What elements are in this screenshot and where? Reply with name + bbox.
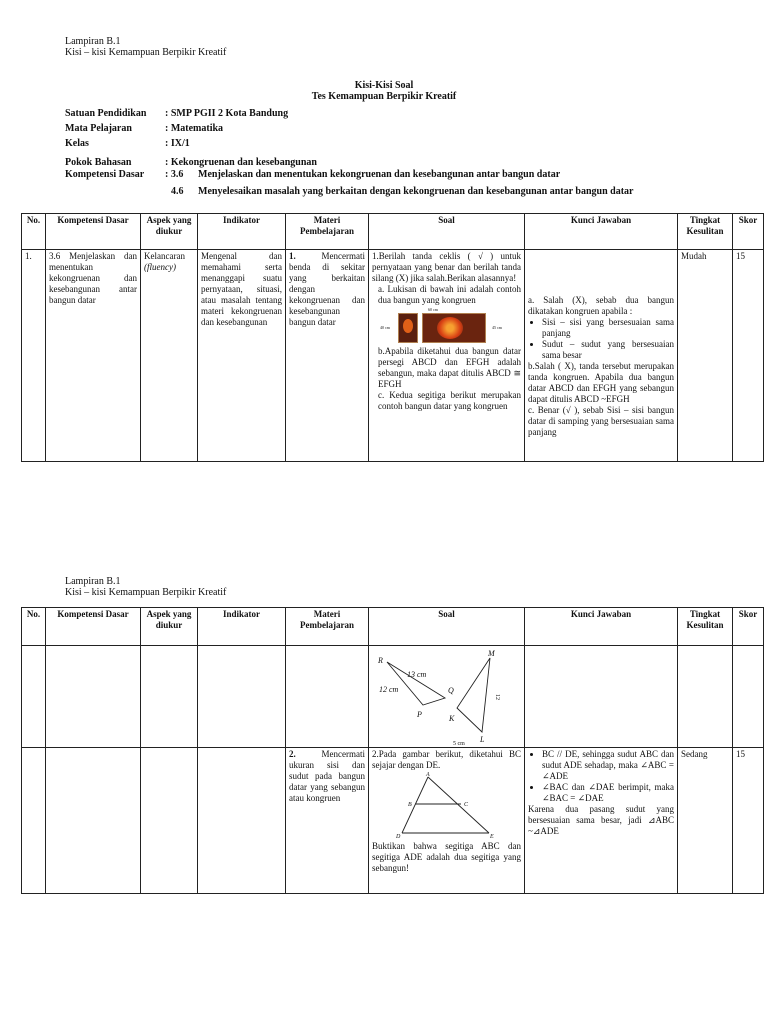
col-kd: Kompetensi Dasar (46, 608, 141, 646)
img-label: 40 cm (380, 325, 390, 330)
label-ml: 12 (494, 694, 500, 700)
triangle-ade-figure (372, 771, 520, 841)
meta-value: : 3.6 (165, 169, 184, 180)
col-soal: Soal (369, 214, 525, 250)
label-e: E (490, 834, 494, 840)
col-kd: Kompetensi Dasar (46, 214, 141, 250)
col-materi: Materi Pembelajaran (286, 214, 369, 250)
table-header-row (22, 214, 764, 250)
meta-key: Satuan Pendidikan (65, 108, 147, 119)
cell-skor: 15 (733, 250, 764, 462)
label-rq: 13 cm (407, 670, 427, 679)
col-indikator: Indikator (198, 214, 286, 250)
label-m: M (488, 649, 495, 658)
aspek-sub: (fluency) (144, 262, 176, 272)
label-c: C (464, 802, 469, 808)
label-rp: 12 cm (379, 685, 399, 694)
kunci-a: a. Salah (X), sebab dua bangun dikatakan kongruen apabila : (528, 295, 674, 316)
appendix-subtitle-2: Kisi – kisi Kemampuan Berpikir Kreatif (65, 587, 227, 598)
cell-soal-2 (369, 748, 525, 894)
col-materi: Materi Pembelajaran (286, 608, 369, 646)
meta-row (65, 169, 665, 181)
label-q: Q (448, 686, 454, 695)
cell-kunci (525, 250, 678, 462)
triangle-pqr (387, 662, 445, 705)
label-b: B (408, 802, 412, 808)
triangles-figure (369, 646, 519, 746)
kunci-2-1: • BC // DE, sehingga sudut ABC dan sudut ADE sehadap, maka ∠ABC = ∠ADE (542, 749, 674, 782)
triangle-klm (457, 658, 490, 732)
cell-tingkat: Mudah (678, 250, 733, 462)
soal-intro: 1.Berilah tanda ceklis ( √ ) untuk pernyataan yang benar dan berilah tanda silang (X) jika salah.Berikan alasannya! (372, 251, 521, 283)
meta-key: Kelas (65, 138, 89, 149)
doc-subtitle: Tes Kemampuan Berpikir Kreatif (311, 91, 457, 102)
col-skor: Skor (733, 214, 764, 250)
meta-value: : SMP PGII 2 Kota Bandung (165, 108, 289, 119)
img-label: 60 cm (428, 307, 438, 312)
meta-row (65, 157, 665, 169)
table-row (22, 250, 764, 462)
cell-no: 1. (22, 250, 46, 462)
label-a: A (426, 772, 430, 778)
soal-a: a. Lukisan di bawah ini adalah contoh dua bangun yang kongruen (378, 284, 521, 305)
col-aspek: Aspek yang diukur (141, 608, 198, 646)
painting-figure (372, 306, 521, 346)
materi-text: Mencermati ukuran sisi dan sudut pada bangun datar yang sebangun atau kongruen (289, 749, 365, 803)
soal-b: b.Apabila diketahui dua bangun datar persegi ABCD dan EFGH adalah sebangun, maka dapat ditulis ABCD ≅ EFGH (378, 346, 521, 389)
cell-aspek (141, 250, 198, 462)
cell-indikator: Mengenal dan memahami serta menanggapi suatu pernyataan, situasi, atau masalah tentang materi kekongruenan dan kesebangunan (198, 250, 286, 462)
soal-2: 2.Pada gambar berikut, diketahui BC sejajar dengan DE. (372, 749, 521, 770)
materi-num: 1. (289, 251, 296, 261)
label-r: R (378, 656, 383, 665)
col-tingkat: Tingkat Kesulitan (678, 214, 733, 250)
label-l: L (480, 735, 485, 744)
meta-value: : IX/1 (165, 138, 190, 149)
col-soal: Soal (369, 608, 525, 646)
col-indikator: Indikator (198, 608, 286, 646)
kunci-a2: • Sudut – sudut yang bersesuaian sama besar (542, 339, 674, 361)
col-no: No. (22, 608, 46, 646)
meta-row (65, 123, 665, 138)
aspek-text: Kelancaran (144, 251, 185, 261)
kisi-table-1 (21, 213, 764, 462)
col-tingkat: Tingkat Kesulitan (678, 608, 733, 646)
kunci-c: c. Benar (√ ), sebab Sisi – sisi bangun datar di samping yang bersesuaian sama panjang (528, 405, 674, 437)
col-no: No. (22, 214, 46, 250)
cell-triangles (369, 646, 525, 748)
appendix-subtitle: Kisi – kisi Kemampuan Berpikir Kreatif (65, 47, 227, 58)
label-kl: 5 cm (453, 741, 465, 746)
meta-value: : Matematika (165, 123, 224, 134)
kd-46-num: 4.6 (171, 186, 184, 197)
cell-soal (369, 250, 525, 462)
soal-c: c. Kedua segitiga berikut merupakan contoh bangun datar yang kongruen (378, 390, 521, 411)
kunci-2-3: Karena dua pasang sudut yang bersesuaian sama besar, jadi ⊿ABC ~⊿ADE (528, 804, 674, 836)
materi-num: 2. (289, 749, 296, 759)
img-label: 45 cm (492, 325, 502, 330)
meta-value: : Kekongruenan dan kesebangunan (165, 157, 317, 168)
cell-kd: 3.6 Menjelaskan dan menentukan kekongruenan dan kesebangunan antar bangun datar (46, 250, 141, 462)
col-kunci: Kunci Jawaban (525, 214, 678, 250)
painting-small (398, 313, 418, 343)
appendix-label: Lampiran B.1 (65, 36, 121, 47)
appendix-label-2: Lampiran B.1 (65, 576, 121, 587)
meta-key: Mata Pelajaran (65, 123, 132, 134)
soal-2-tail: Buktikan bahwa segitiga ABC dan segitiga ADE adalah dua segitiga yang sebangun! (372, 841, 521, 873)
table-row (22, 748, 764, 894)
cell-materi-2 (286, 748, 369, 894)
meta-row (65, 108, 665, 123)
kd-36-text: Menjelaskan dan menentukan kekongruenan dan kesebangunan antar bangun datar (198, 169, 561, 180)
kunci-2-2: • ∠BAC dan ∠DAE berimpit, maka ∠BAC = ∠DAE (542, 782, 674, 804)
label-p: P (417, 710, 422, 719)
kunci-a1: • Sisi – sisi yang bersesuaian sama panjang (542, 317, 674, 339)
col-aspek: Aspek yang diukur (141, 214, 198, 250)
meta-key: Pokok Bahasan (65, 157, 132, 168)
doc-title: Kisi-Kisi Soal (354, 80, 414, 91)
col-skor: Skor (733, 608, 764, 646)
cell-materi (286, 250, 369, 462)
meta-row (65, 138, 665, 153)
kd-46-text: Menyelesaikan masalah yang berkaitan dengan kekongruenan dan kesebangunan antar bangun datar (198, 186, 634, 197)
cell-kunci-2 (525, 748, 678, 894)
label-d: D (396, 834, 401, 840)
meta-key: Kompetensi Dasar (65, 169, 145, 180)
table-row (22, 646, 764, 748)
kisi-table-2 (21, 607, 764, 894)
painting-large (422, 313, 486, 343)
cell-skor-2: 15 (733, 748, 764, 894)
label-k: K (449, 714, 455, 723)
col-kunci: Kunci Jawaban (525, 608, 678, 646)
materi-text: Mencermati benda di sekitar yang berkaitan dengan kekongruenan dan kesebangunan bangun datar (289, 251, 365, 327)
table-header-row (22, 608, 764, 646)
meta-block (65, 108, 665, 181)
kunci-b: b.Salah ( X), tanda tersebut merupakan tanda kongruen. Apabila dua bangun datar ABCD dan EFGH yang sebangun dapat ditulis ABCD ~EFGH (528, 361, 674, 404)
cell-tingkat-2: Sedang (678, 748, 733, 894)
